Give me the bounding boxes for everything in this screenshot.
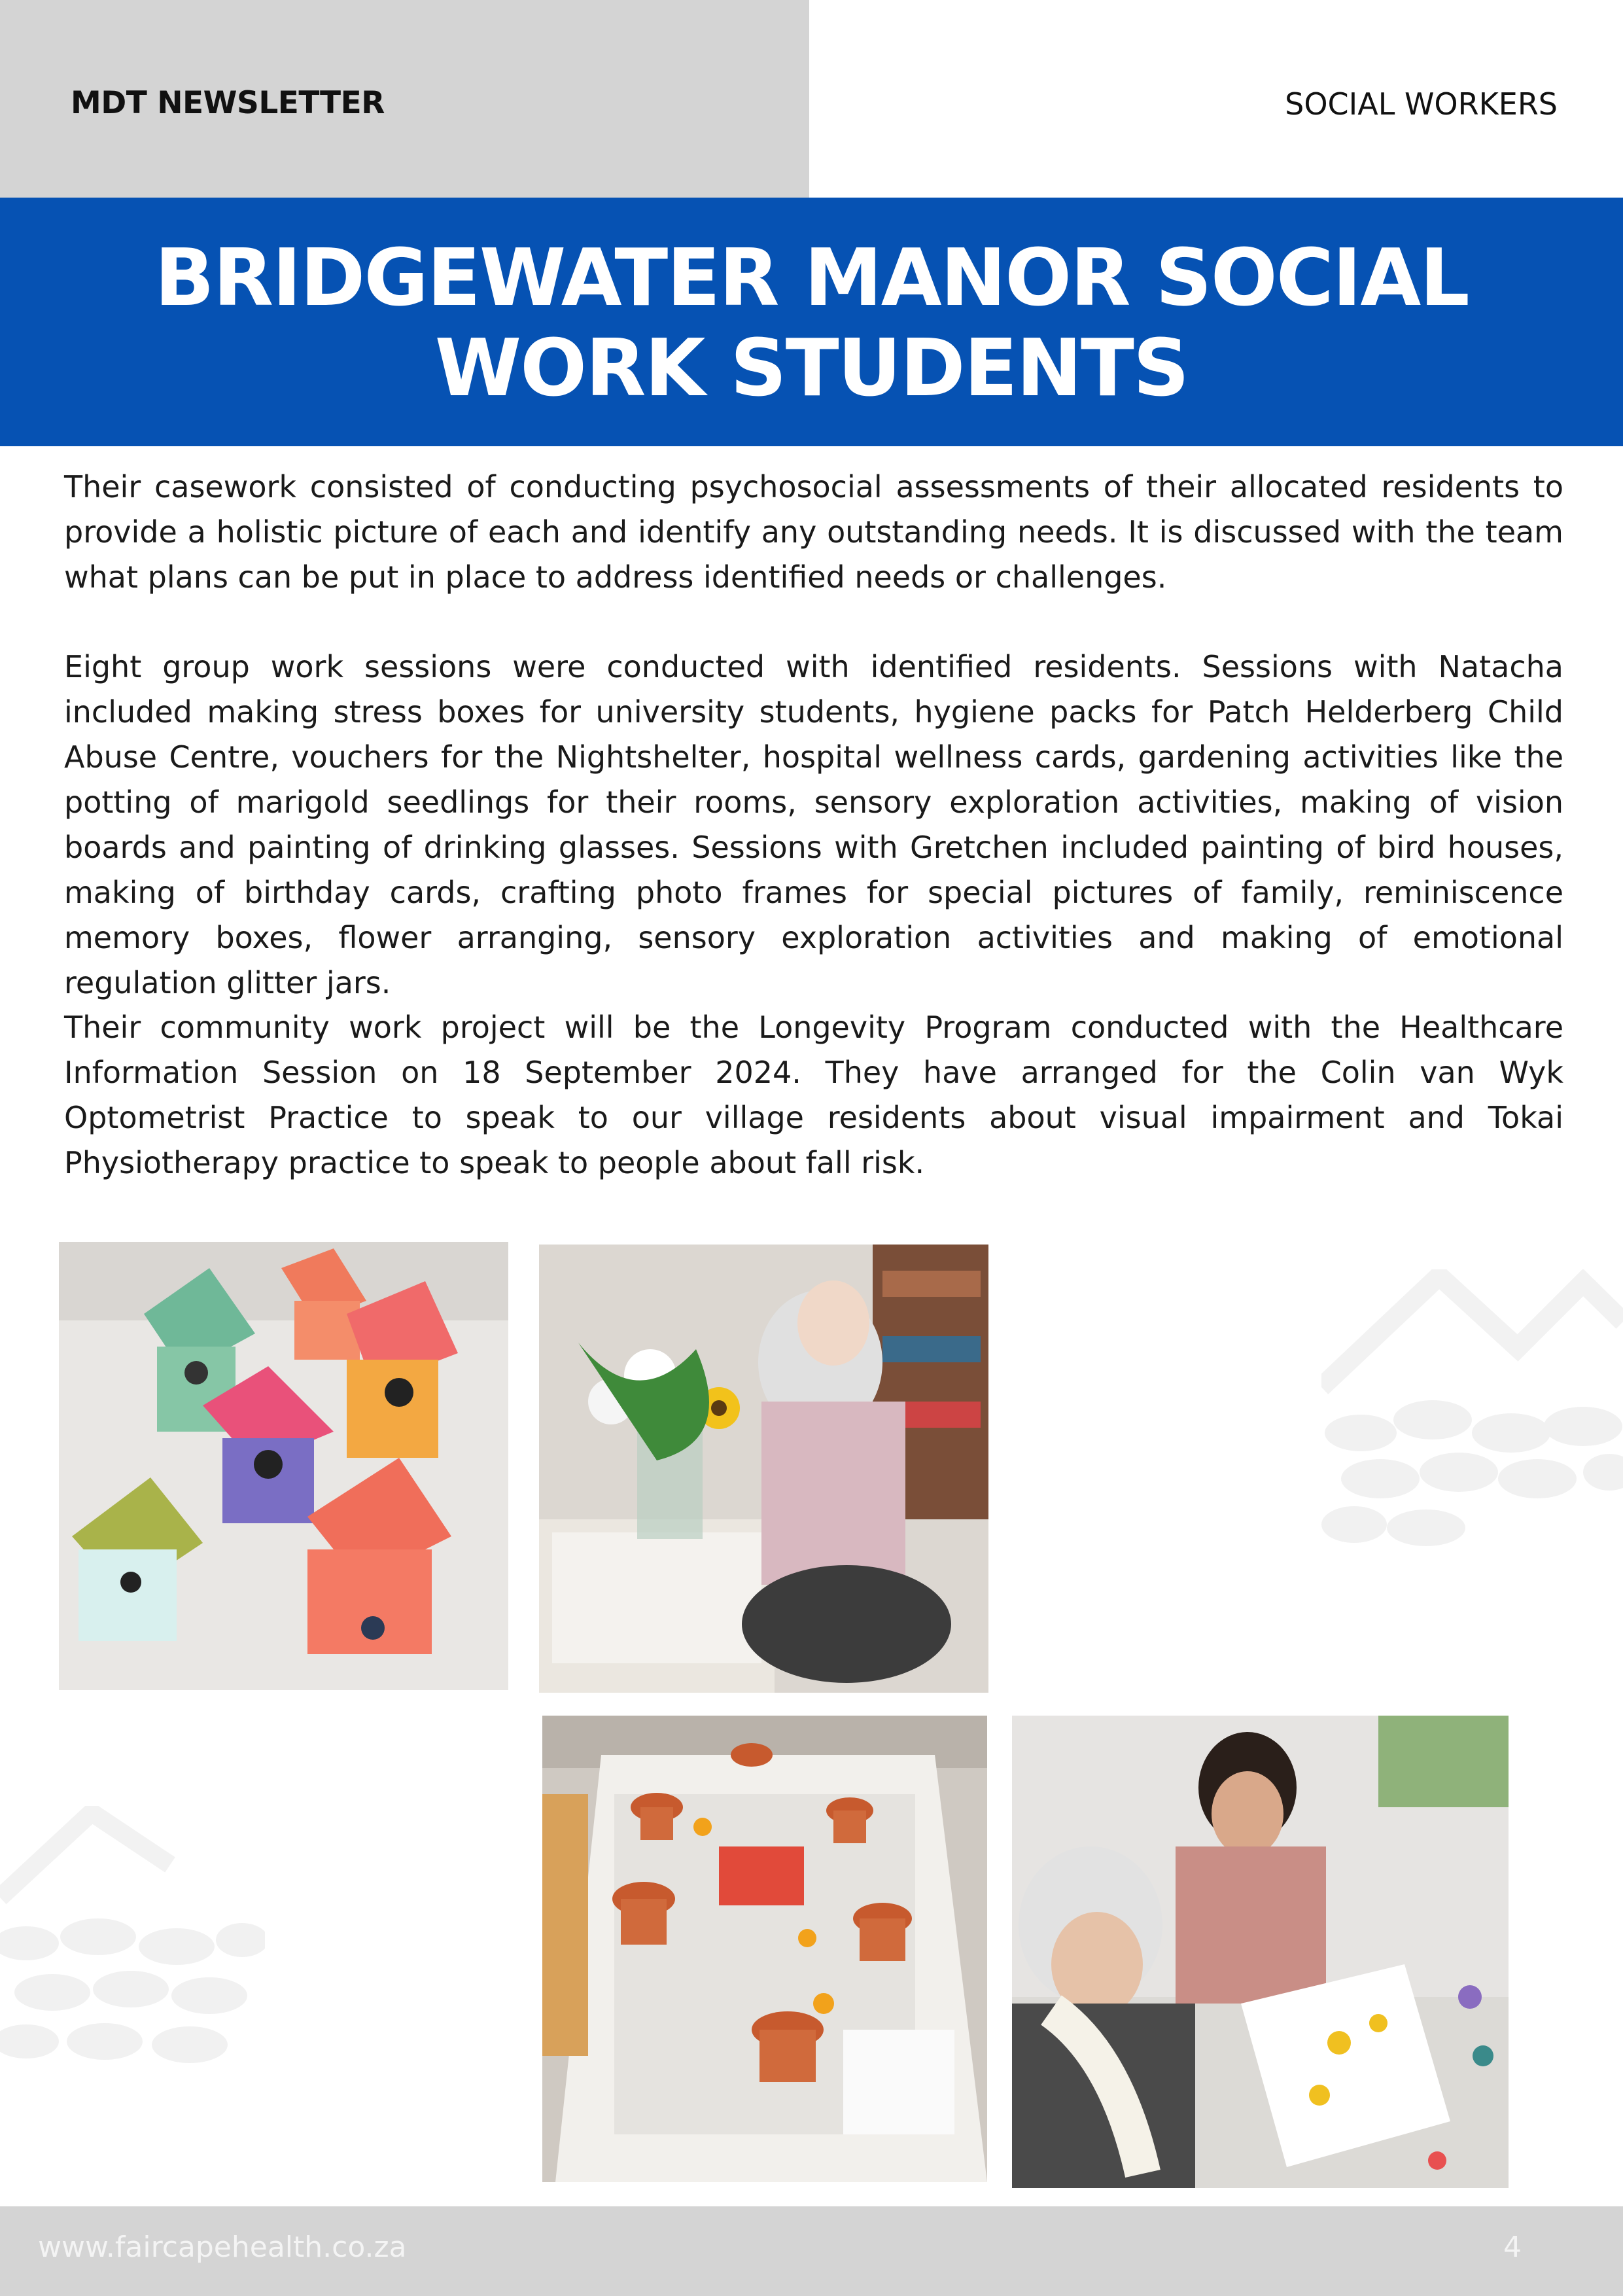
photo-painting-activity [1012,1716,1509,2188]
page-title-line-2: WORK STUDENTS [434,323,1189,414]
page-title [0,234,1623,414]
page-title-line-1: BRIDGEWATER MANOR SOCIAL [154,233,1469,324]
title-band [0,198,1623,446]
photo-flower-arranging [539,1245,988,1693]
paragraph-group-work: Eight group work sessions were conducted with identified residents. Sessions with Natacha included making stress boxes for university students, hygiene packs for Patch Helderberg Child Abuse Centre, vouchers for the Nightshelter, hospital wellness cards, gardening activities like the potting of marigold seedlings for their rooms, sensory exploration activities, making of vision boards and painting of drinking glasses. Sessions with Gretchen included painting of bird houses, making of birthday cards, crafting photo frames for special pictures of family, reminiscence memory boxes, flower arranging, sensory exploration activities and making of emotional regulation glitter jars. [64,649,1563,1000]
decorative-pattern-right [1321,1269,1623,1551]
decorative-pattern-left [0,1806,265,2087]
page-number: 4 [1503,2231,1522,2264]
footer-url: www.faircapehealth.co.za [38,2231,407,2264]
photo-bird-houses [59,1242,508,1690]
section-label: SOCIAL WORKERS [1285,86,1558,122]
footer [0,2206,1623,2296]
photo-potting-seedlings [542,1716,987,2182]
newsletter-label: MDT NEWSLETTER [71,85,385,121]
paragraph-casework: Their casework consisted of conducting psychosocial assessments of their allocated residents to provide a holistic picture of each and identify any outstanding needs. It is discussed with the team what plans can be put in place to address identified needs or challenges. [64,469,1563,595]
paragraph-community-work: Their community work project will be the Longevity Program conducted with the Healthcare Information Session on 18 September 2024. They have arranged for the Colin van Wyk Optometrist Practice to speak to our village residents about visual impairment and Tokai Physiotherapy practice to speak to people about fall risk. [64,1010,1563,1180]
